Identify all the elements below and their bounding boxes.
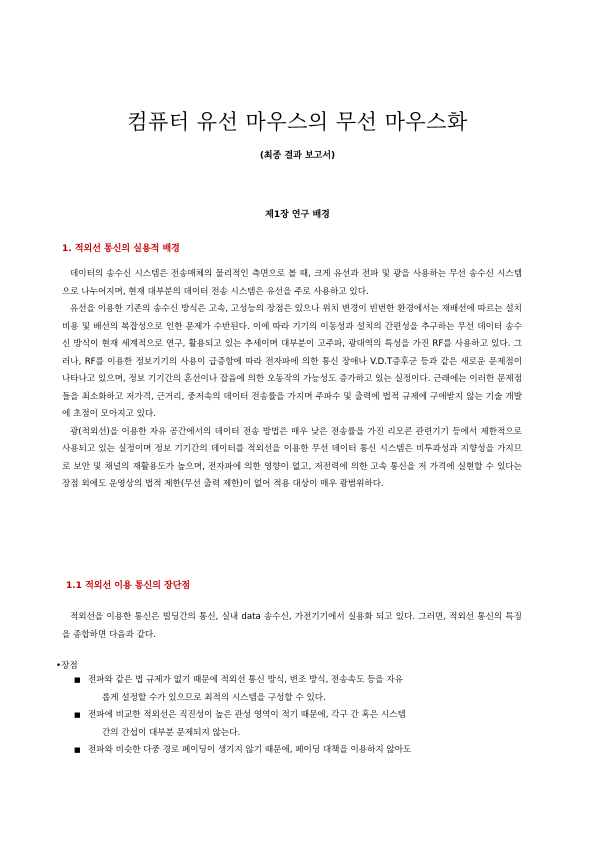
- section-heading: 1. 적외선 통신의 실용적 배경: [62, 244, 180, 254]
- document-title: 컴퓨터 유선 마우스의 무선 마우스화: [127, 110, 468, 134]
- paragraph: 데이터의 송수신 시스템은 전송매체의 물리적인 측면으로 볼 때, 크게 유선과 전파 및 광을 사용하는 무선 송수신 시스템으로 나누어지며, 현재 대부분의 데이터 전송 시스템은 유선을 주로 사용하고 있다.: [62, 269, 522, 297]
- list-item: [74, 742, 524, 760]
- advantages-label: •장점: [56, 661, 78, 671]
- list-item-line: 전파에 비교한 적외선은 직진성이 높은 관성 영역이 적기 때문에, 각구 간 혹은 시스템: [88, 710, 406, 720]
- subsection-heading: 1.1 적외선 이용 통신의 장단점: [66, 581, 191, 591]
- chapter-heading: 제1장 연구 배경: [265, 210, 330, 220]
- list-item-line: 전파와 비슷한 다중 경로 페이딩이 생기지 않기 때문에, 페이딩 대책을 이용하지 않아도: [88, 745, 412, 755]
- paragraph: 유선을 이용한 기존의 송수신 방식은 고속, 고성능의 장점은 있으나 위치 변경이 빈번한 환경에서는 재배선에 따르는 설치비용 및 배선의 복잡성으로 인한 문제가 수반된다. 이에 따라 기기의 이동성과 설치의 간편성을 추구하는 무선 데이터 송수신 방식이 현재 세계적으로 연구, 활용되고 있는 추세이며 대부분이 고주파, 광대역의 특성을 가진 RF를 사용하고 있다. 그러나, RF를 이용한 정보기기의 사용이 급증함에 따라 전자파에 의한 통신 장애나 V.D.T증후군 등과 같은 새로운 문제점이 나타나고 있으며, 정보 기기간의 혼선이나 잡음에 의한 오동작의 가능성도 증가하고 있는 실정이다. 근래에는 이러한 문제점들을 최소화하고 저가격, 근거리, 중저속의 데이터 전송률을 가지며 주파수 및 출력에 법적 규제에 구애받지 않는 기술 개발에 초점이 모아지고 있다.: [62, 304, 522, 419]
- paragraph: 적외선을 이용한 통신은 빌딩간의 통신, 실내 data 송수신, 가전기기에서 실용화 되고 있다. 그러면, 적외선 통신의 특징을 종합하면 다음과 같다.: [62, 612, 522, 640]
- list-item: [74, 707, 524, 742]
- list-item-line: 간의 간섭이 대부분 문제되지 않는다.: [102, 727, 241, 738]
- advantages-list: [74, 672, 524, 760]
- document-subtitle: (최종 결과 보고서): [259, 151, 336, 161]
- list-item: [74, 672, 524, 707]
- paragraph: 광(적외선)을 이용한 자유 공간에서의 데이터 전송 방법은 매우 낮은 전송률을 가진 리모콘 관련기기 등에서 제한적으로 사용되고 있는 실정이며 정보 기기간의 데이터를 적외선을 이용한 무선 데이터 통신 시스템은 비투과성과 지향성을 가지므로 보안 및 채널의 재활용도가 높으며, 전자파에 의한 영향이 없고, 저전력에 의한 고속 통신을 저 가격에 실현할 수 있다는 장점 외에도 운영상의 법적 제한(무선 출력 제한)이 없어 적용 대상이 매우 광범위하다.: [62, 426, 522, 489]
- section-body: [62, 266, 522, 494]
- list-item-line: 전파와 같은 법 규제가 없기 때문에 적외선 통신 방식, 변조 방식, 전송속도 등을 자유: [88, 675, 403, 685]
- subsection-body: [62, 609, 522, 644]
- list-item-line: 롭게 설정할 수가 있으므로 최적의 시스템을 구성할 수 있다.: [102, 692, 326, 703]
